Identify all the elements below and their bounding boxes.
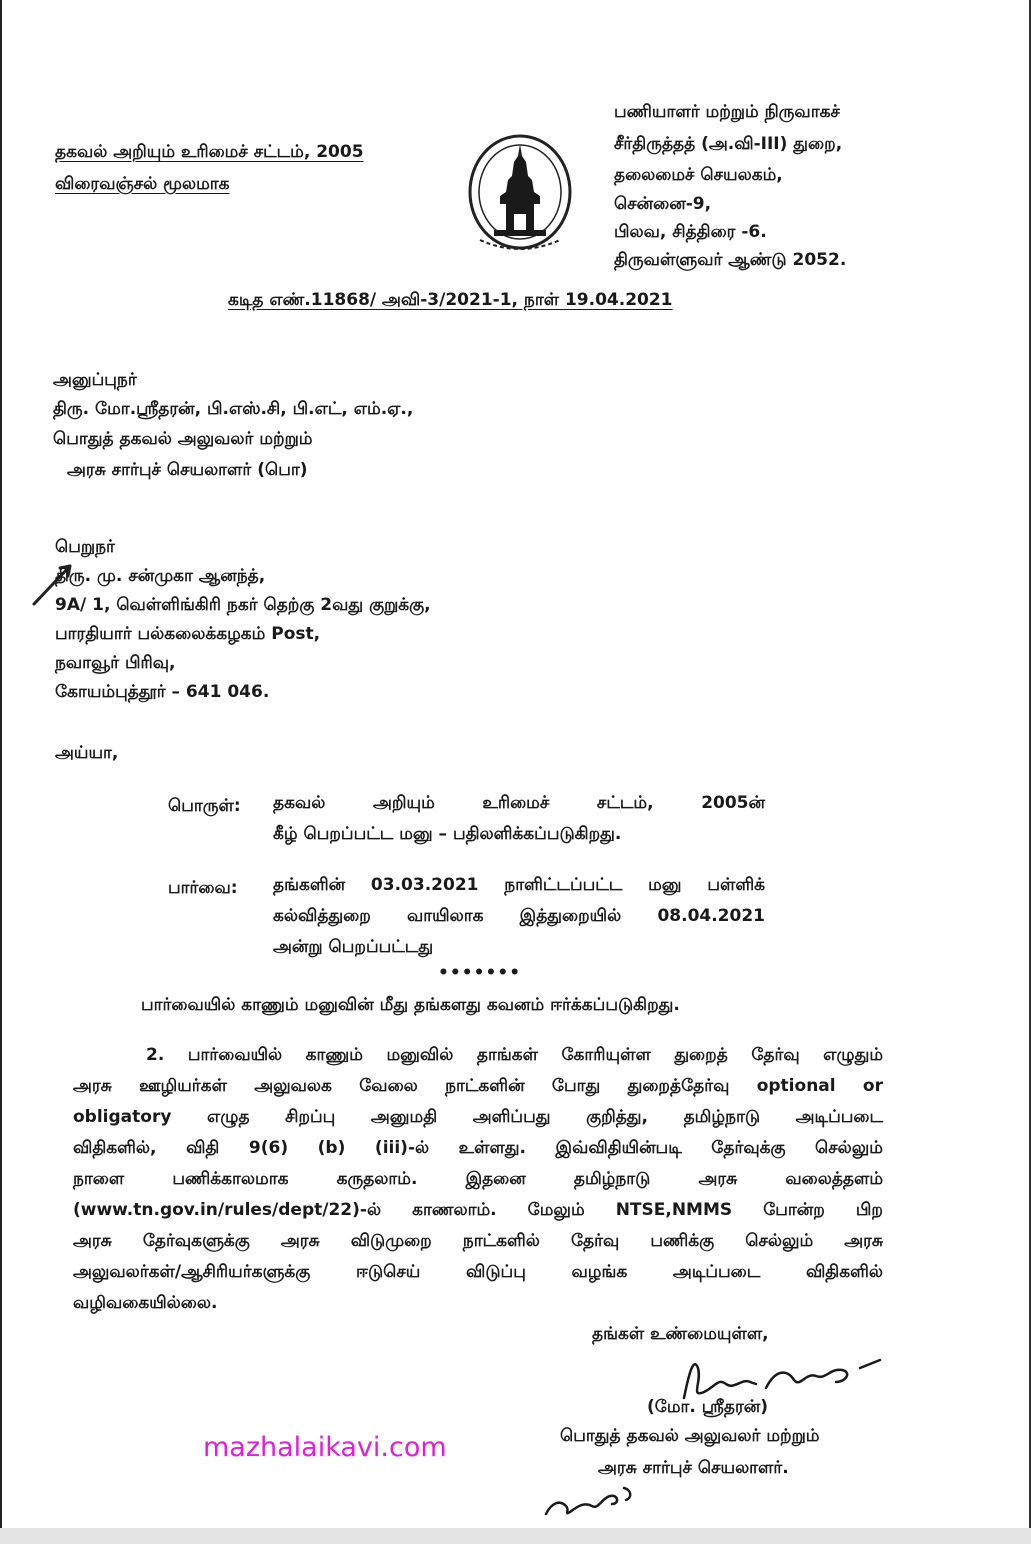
reference-text [273, 870, 765, 963]
recipient-label: பெறுநர் [55, 537, 115, 557]
recipient-address-1: 9A/ 1, வெள்ளிங்கிரி நகர் தெற்கு 2வது குறுக்கு, [55, 595, 431, 615]
department-line-1: பணியாளர் மற்றும் நிருவாகச் [614, 102, 840, 122]
act-line: தகவல் அறியும் உரிமைச் சட்டம், 2005 [55, 142, 364, 162]
closing-yours: தங்கள் உண்மையுள்ள, [592, 1324, 769, 1344]
department-line-2: சீர்திருத்தத் (அ.வி-III) துறை, [614, 134, 843, 154]
body-paragraph-1: பார்வையில் காணும் மனுவின் மீது தங்களது கவனம் ஈர்க்கப்படுகிறது. [141, 995, 680, 1015]
letter-reference: கடித எண்.11868/ அவி-3/2021-1, நாள் 19.04.2021 [228, 290, 673, 310]
signatory-name: (மோ. ஸ்ரீதரன்) [647, 1397, 769, 1417]
department-line-4: சென்னை-9, [614, 194, 712, 214]
salutation: அய்யா, [55, 743, 119, 763]
para2-line-3: obligatory எழுத சிறப்பு அனுமதி அளிப்பது குறித்து, தமிழ்நாடு அடிப்படை [73, 1107, 883, 1127]
para2-line-1: 2. பார்வையில் காணும் மனுவில் தாங்கள் கோரியுள்ள துறைத் தேர்வு எழுதும் [146, 1045, 883, 1065]
subject-line-1: தகவல் அறியும் உரிமைச் சட்டம், 2005ன் [273, 793, 765, 813]
para2-line-2: அரசு ஊழியர்கள் அலுவலக வேலை நாட்களின் போது துறைத்தேர்வு optional or [73, 1076, 883, 1096]
reference-line-2: கல்வித்துறை வாயிலாக இத்துறையில் 08.04.2021 [273, 906, 765, 926]
para2-line-5: நாளை பணிக்காலமாக கருதலாம். இதனை தமிழ்நாடு அரசு வலைத்தளம் [73, 1169, 883, 1189]
reference-line-1: தங்களின் 03.03.2021 நாளிட்டப்பட்ட மனு பள்ளிக் [273, 875, 765, 895]
sender-name: திரு. மோ.ஸ்ரீதரன், பி.எஸ்.சி, பி.எட், எம்.ஏ., [53, 399, 414, 419]
initial-mark [540, 1480, 640, 1520]
recipient-name: திரு. மு. சன்முகா ஆனந்த், [55, 566, 266, 586]
para2-line-6: (www.tn.gov.in/rules/dept/22)-ல் காணலாம். மேலும் NTSE,NMMS போன்ற பிற [73, 1200, 883, 1220]
recipient-address-3: நவாவூர் பிரிவு, [55, 653, 176, 673]
post-mode-line: விரைவஞ்சல் மூலமாக [55, 174, 230, 194]
department-line-6: திருவள்ளுவர் ஆண்டு 2052. [614, 250, 847, 270]
page-left-edge [0, 0, 2, 1544]
body-paragraph-2 [73, 1040, 883, 1319]
subject-line-2: கீழ் பெறப்பட்ட மனு – பதிலளிக்கப்படுகிறது. [273, 824, 622, 844]
reference-line-3: அன்று பெறப்பட்டது [273, 937, 434, 957]
sender-designation-1: பொதுத் தகவல் அலுவலர் மற்றும் [53, 429, 313, 449]
footer-band [0, 1528, 1031, 1544]
sender-label: அனுப்புநர் [53, 370, 137, 390]
signatory-title-1: பொதுத் தகவல் அலுவலர் மற்றும் [560, 1426, 820, 1446]
subject-text [273, 788, 765, 850]
subject-label: பொருள்: [168, 796, 241, 816]
reference-label: பார்வை: [168, 878, 238, 898]
para2-line-8: அலுவலர்கள்/ஆசிரியர்களுக்கு ஈடுசெய் விடுப்பு வழங்க அடிப்படை விதிகளில் [73, 1262, 883, 1282]
recipient-address-2: பாரதியார் பல்கலைக்கழகம் Post, [55, 624, 321, 644]
state-emblem [466, 130, 574, 260]
recipient-address-4: கோயம்புத்தூர் – 641 046. [55, 682, 270, 702]
para2-line-7: அரசு தேர்வுகளுக்கு அரசு விடுமுறை நாட்களில் தேர்வு பணிக்கு செல்லும் அரசு [73, 1231, 883, 1251]
sender-designation-2: அரசு சார்புச் செயலாளர் (பொ) [67, 460, 308, 480]
department-line-3: தலைமைச் செயலகம், [614, 165, 783, 185]
department-line-5: பிலவ, சித்திரை -6. [614, 222, 767, 242]
watermark-site: mazhalaikavi.com [203, 1432, 447, 1463]
signatory-title-2: அரசு சார்புச் செயலாளர். [598, 1458, 789, 1478]
para2-line-9: வழிவகையில்லை. [73, 1293, 218, 1313]
separator-dots: ••••••• [438, 963, 522, 983]
para2-line-4: விதிகளில், விதி 9(6) (b) (iii)-ல் உள்ளது. இவ்விதியின்படி தேர்வுக்கு செல்லும் [73, 1138, 883, 1158]
